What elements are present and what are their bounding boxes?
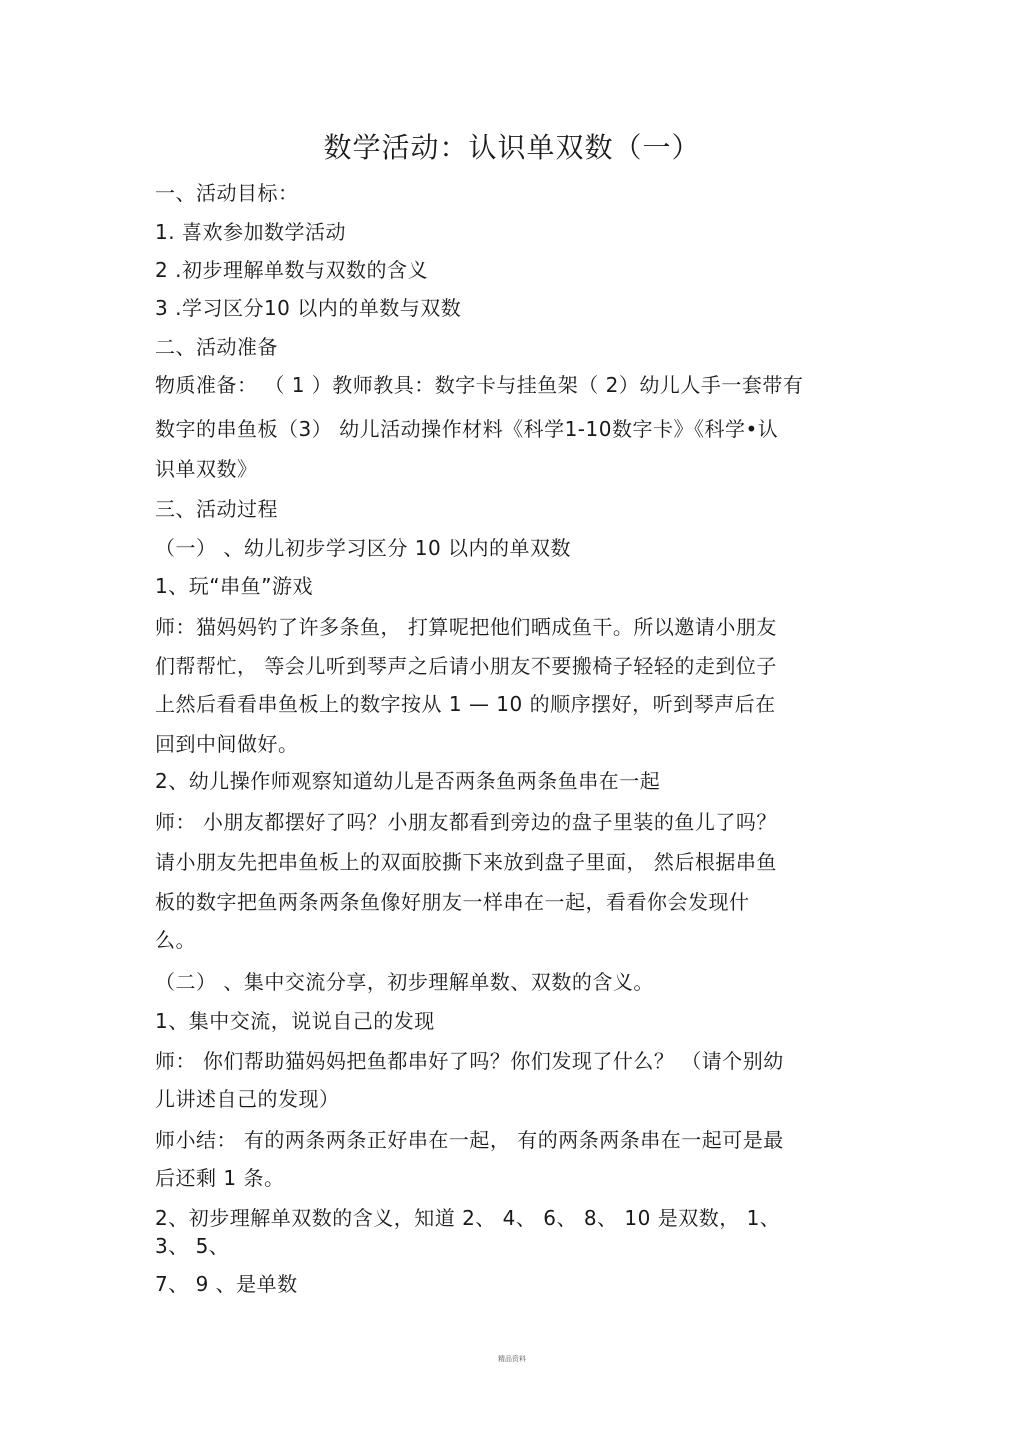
paragraph-line: 师： 你们帮助猫妈妈把鱼都串好了吗？你们发现了什么？ （请个别幼 [155,1049,784,1073]
subsection-heading-1: （一） 、幼儿初步学习区分 10 以内的单双数 [155,536,572,560]
step-heading-1b: 1、集中交流，说说自己的发现 [155,1009,435,1033]
page-footer: 精品资料 [498,1355,526,1363]
paragraph-line: 板的数字把鱼两条两条鱼像好朋友一样串在一起，看看你会发现什 [155,890,750,914]
paragraph-line: 上然后看看串鱼板上的数字按从 1 — 10 的顺序摆好，听到琴声后在 [155,692,776,716]
paragraph-line: 们帮帮忙， 等会儿听到琴声之后请小朋友不要搬椅子轻轻的走到位子 [155,654,777,678]
paragraph-line: 回到中间做好。 [155,732,299,756]
paragraph-line: 物质准备： （ 1 ）教师教具：数字卡与挂鱼架（ 2）幼儿人手一套带有 [155,373,804,397]
page-title: 数学活动：认识单双数（一） [323,131,701,164]
paragraph-line: 7、 9 、是单数 [155,1272,298,1296]
paragraph-line: 师： 小朋友都摆好了吗？小朋友都看到旁边的盘子里装的鱼儿了吗？ [155,810,777,834]
paragraph-line: 3、 5、 [155,1234,230,1258]
step-heading-2b: 2、初步理解单双数的含义，知道 2、 4、 6、 8、 10 是双数， 1、 [155,1206,781,1230]
paragraph-line: 数字的串鱼板（3） 幼儿活动操作材料《科学1-10数字卡》《科学•认 [155,417,779,441]
section-heading-goals: 一、活动目标： [155,181,299,205]
goal-item-3: 3 .学习区分10 以内的单数与双数 [155,296,462,320]
section-heading-preparation: 二、活动准备 [155,335,278,359]
paragraph-line: 么。 [155,928,196,952]
goal-item-1: 1. 喜欢参加数学活动 [155,220,346,244]
paragraph-line: 儿讲述自己的发现） [155,1087,340,1111]
paragraph-line: 请小朋友先把串鱼板上的双面胶撕下来放到盘子里面， 然后根据串鱼 [155,850,777,874]
paragraph-line: 后还剩 1 条。 [155,1166,285,1190]
step-heading-1: 1、玩“串鱼”游戏 [155,574,313,598]
subsection-heading-2: （二） 、集中交流分享，初步理解单数、双数的含义。 [155,970,654,994]
paragraph-line: 师：猫妈妈钓了许多条鱼， 打算呢把他们晒成鱼干。所以邀请小朋友 [155,615,777,639]
paragraph-line: 识单双数》 [155,457,258,481]
step-heading-2: 2、幼儿操作师观察知道幼儿是否两条鱼两条鱼串在一起 [155,769,661,793]
goal-item-2: 2 .初步理解单数与双数的含义 [155,258,428,282]
section-heading-process: 三、活动过程 [155,497,278,521]
paragraph-line: 师小结： 有的两条两条正好串在一起， 有的两条两条串在一起可是最 [155,1128,784,1152]
